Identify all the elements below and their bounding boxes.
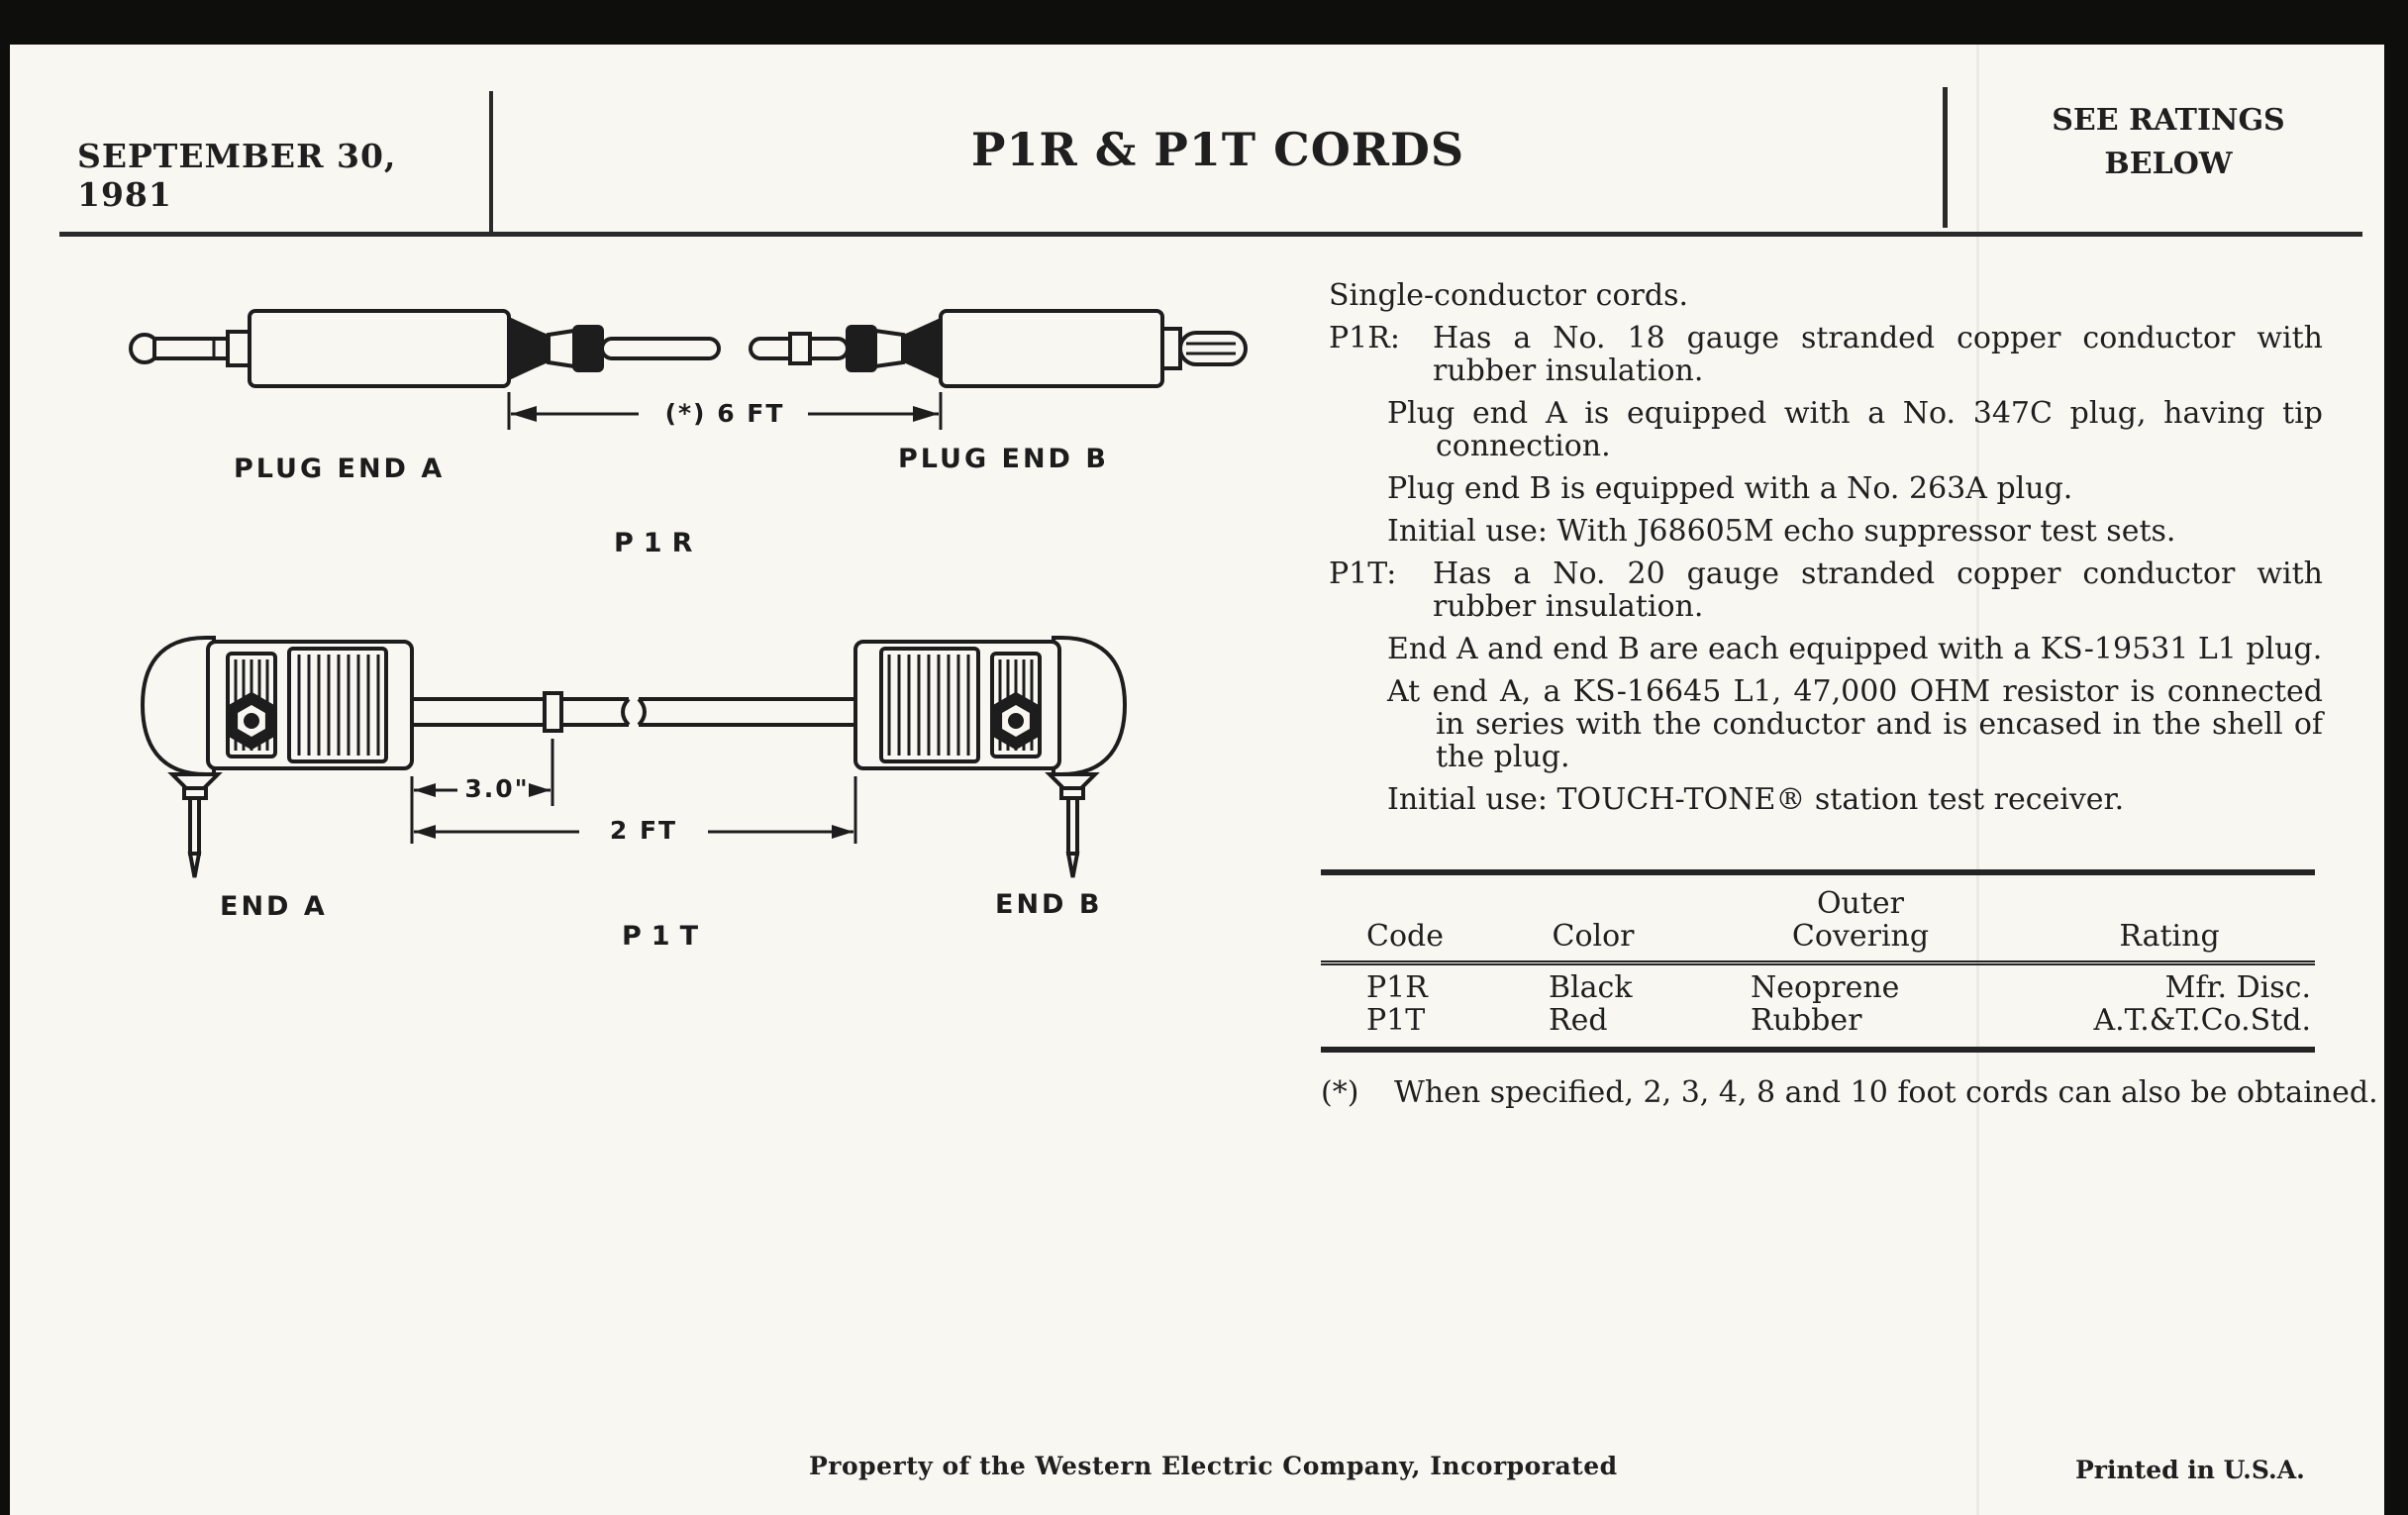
cell-code: P1R <box>1366 970 1428 1005</box>
table-row <box>1321 1004 2315 1037</box>
p1r-detail-initial-use: Initial use: With J68605M echo suppressor test sets. <box>1387 514 2176 549</box>
p1r-description <box>1329 322 2323 387</box>
printed-note: Printed in U.S.A. <box>2075 1456 2305 1484</box>
p1t-detail-resistor: At end A, a KS-16645 L1, 47,000 OHM resistor is connected in series with the conductor and is encased in the shell of the plug. <box>1387 674 2323 774</box>
p1t-caption: P1T <box>622 921 708 952</box>
cell-rating: A.T.&T.Co.Std. <box>2093 1003 2311 1038</box>
p1t-cord-diagram <box>129 622 1139 909</box>
p1t-end-b-label: END B <box>995 889 1103 920</box>
p1r-detail-plug-a: Plug end A is equipped with a No. 347C plug, having tip connection. <box>1387 396 2323 463</box>
column-header-covering-line2: Covering <box>1791 919 1930 954</box>
p1t-detail-ends: End A and end B are each equipped with a KS-19531 L1 plug. <box>1387 632 2323 666</box>
p1r-plug-end-b-label: PLUG END B <box>898 444 1109 474</box>
header-divider-right <box>1943 87 1948 228</box>
ratings-table <box>1321 869 2315 1053</box>
cell-covering: Rubber <box>1751 1003 1862 1038</box>
p1r-length-dimension-label: (*) 6 FT <box>664 399 785 428</box>
description-column <box>1329 279 2323 826</box>
footnote-text: When specified, 2, 3, 4, 8 and 10 foot cords can also be obtained. <box>1394 1075 2378 1110</box>
p1t-detail-initial-use: Initial use: TOUCH-TONE® station test receiver. <box>1387 782 2125 817</box>
page-title: P1R & P1T CORDS <box>970 123 1465 176</box>
ratings-note-line2: BELOW <box>2104 147 2233 181</box>
p1t-description-text: Has a No. 20 gauge stranded copper conductor with rubber insulation. <box>1433 556 2323 624</box>
p1r-detail-plug-b: Plug end B is equipped with a No. 263A plug. <box>1387 471 2073 506</box>
cell-rating: Mfr. Disc. <box>2164 970 2311 1005</box>
header-rule <box>59 232 2362 237</box>
p1t-code-label: P1T: <box>1329 556 1397 591</box>
cell-color: Red <box>1549 1003 1608 1038</box>
ratings-note <box>1984 99 2353 186</box>
footnote <box>1321 1075 2408 1111</box>
cell-covering: Neoprene <box>1751 970 1900 1005</box>
ratings-note-line1: SEE RATINGS <box>2052 103 2285 138</box>
p1t-length-dimension-label: 2 FT <box>609 816 678 845</box>
ratings-table-body <box>1321 965 2315 1047</box>
intro-line: Single-conductor cords. <box>1329 278 1689 313</box>
p1t-resistor-dimension-label: 3.0" <box>464 774 530 803</box>
p1r-description-text: Has a No. 18 gauge stranded copper conductor with rubber insulation. <box>1433 321 2323 388</box>
p1r-code-label: P1R: <box>1329 321 1400 355</box>
p1t-end-a-label: END A <box>220 891 328 922</box>
column-header-code: Code <box>1366 919 1444 954</box>
footnote-marker: (*) <box>1321 1075 1359 1110</box>
p1r-plug-end-a-label: PLUG END A <box>234 454 446 484</box>
p1r-cord-diagram <box>99 287 1327 455</box>
p1t-description <box>1329 557 2323 623</box>
column-header-color: Color <box>1552 919 1635 954</box>
property-notice: Property of the Western Electric Company, Incorporated <box>809 1452 1618 1480</box>
column-header-covering-line1: Outer <box>1816 886 1905 921</box>
table-row <box>1321 971 2315 1004</box>
header-divider-left <box>489 91 493 236</box>
cell-color: Black <box>1549 970 1633 1005</box>
p1r-caption: P1R <box>614 528 703 558</box>
column-header-rating: Rating <box>2119 919 2220 954</box>
ratings-table-header <box>1321 875 2315 965</box>
column-header-covering <box>1697 887 2024 953</box>
document-date: SEPTEMBER 30, 1981 <box>77 137 397 214</box>
cell-code: P1T <box>1366 1003 1426 1038</box>
